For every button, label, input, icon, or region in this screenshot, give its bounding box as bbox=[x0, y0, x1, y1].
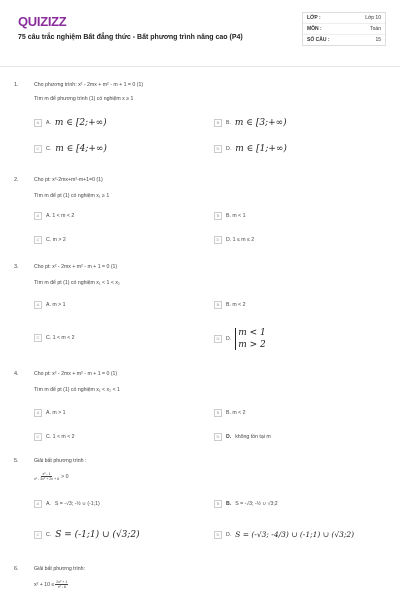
option-box[interactable]: D bbox=[214, 433, 222, 441]
option-b[interactable] bbox=[214, 118, 287, 128]
option-box[interactable]: B bbox=[214, 500, 222, 508]
option-c[interactable] bbox=[34, 236, 66, 244]
option-text: m ∈ [4;+∞) bbox=[55, 144, 107, 154]
option-text: S = -√3; -½ ∪ (-1;1) bbox=[54, 501, 100, 507]
fraction bbox=[34, 472, 59, 481]
meta-value: 15 bbox=[375, 37, 381, 43]
option-label: C. bbox=[46, 532, 52, 538]
option-d[interactable] bbox=[214, 530, 354, 539]
option-b[interactable] bbox=[214, 301, 245, 309]
option-system bbox=[235, 328, 266, 350]
option-box[interactable]: D bbox=[214, 531, 222, 539]
option-box[interactable]: A bbox=[34, 119, 42, 127]
system-line-1: m < 1 bbox=[238, 328, 266, 338]
option-text: A. 1 < m < 2 bbox=[46, 213, 75, 219]
option-box[interactable]: D bbox=[214, 145, 222, 153]
question-number: 2. bbox=[14, 177, 19, 183]
option-a[interactable] bbox=[34, 500, 100, 508]
question-subtext: Tìm m để phương trình (1) có nghiệm x ≥ 1 bbox=[34, 96, 134, 102]
inequality-left: x² + 10 ≤ bbox=[34, 581, 55, 588]
option-d[interactable] bbox=[214, 144, 287, 154]
page-title: 75 câu trắc nghiệm Bất đẳng thức - Bất phương trình nâng cao (P4) bbox=[18, 34, 243, 41]
option-box[interactable]: B bbox=[214, 119, 222, 127]
option-text: không tồn tại m bbox=[235, 434, 271, 440]
question-subtext: Tìm m để pt (1) có nghiệm x₁ < 1 < x₂ bbox=[34, 280, 120, 286]
question-stem: Giải bất phương trình: bbox=[34, 566, 85, 572]
fraction bbox=[55, 580, 68, 589]
option-box[interactable]: A bbox=[34, 301, 42, 309]
denominator: x² - 3x² + 2x + 8 bbox=[34, 477, 60, 481]
meta-row-class bbox=[303, 13, 385, 24]
question-number: 3. bbox=[14, 264, 19, 270]
option-a[interactable] bbox=[34, 118, 107, 128]
option-text: S = (-1;1) ∪ (√3;2) bbox=[55, 530, 140, 540]
option-text: S = (-√3; -4/3) ∪ (-1;1) ∪ (√3;2) bbox=[235, 530, 355, 539]
option-box[interactable]: B bbox=[214, 212, 222, 220]
header-divider bbox=[0, 66, 400, 67]
question-stem: Cho pt: x² - 2mx + m² - m + 1 = 0 (1) bbox=[34, 264, 118, 270]
option-text: C. m > 2 bbox=[46, 237, 66, 243]
option-d[interactable] bbox=[214, 433, 271, 441]
option-text: B. m < 2 bbox=[226, 302, 246, 308]
inequality bbox=[34, 580, 68, 589]
question-number: 6. bbox=[14, 566, 19, 572]
option-text: m ∈ [2;+∞) bbox=[54, 118, 107, 128]
denominator: x² - 8 bbox=[57, 585, 66, 589]
meta-box bbox=[302, 12, 386, 46]
option-text: D. 1 ≤ m ≤ 2 bbox=[226, 237, 255, 243]
option-box[interactable]: C bbox=[34, 334, 42, 342]
option-text: C. 1 < m < 2 bbox=[46, 434, 75, 440]
numerator: 2x² + 1 bbox=[56, 580, 68, 584]
meta-key: MÔN : bbox=[307, 26, 322, 32]
option-box[interactable]: C bbox=[34, 236, 42, 244]
option-box[interactable]: C bbox=[34, 433, 42, 441]
question-stem: Cho phương trình: x² - 2mx + m² - m + 1 = 0 (1) bbox=[34, 82, 144, 88]
option-c[interactable] bbox=[34, 530, 140, 540]
option-a[interactable] bbox=[34, 301, 65, 309]
bracket bbox=[235, 328, 236, 350]
option-box[interactable]: B bbox=[214, 301, 222, 309]
question-subtext: Tìm m để pt (1) có nghiệm x₁ < x₂ < 1 bbox=[34, 387, 120, 393]
option-text: A. m > 1 bbox=[46, 410, 66, 416]
option-c[interactable] bbox=[34, 334, 75, 342]
option-a[interactable] bbox=[34, 409, 65, 417]
option-box[interactable]: D bbox=[214, 335, 222, 343]
option-label: A. bbox=[46, 120, 51, 126]
option-box[interactable]: A bbox=[34, 409, 42, 417]
option-box[interactable]: D bbox=[214, 236, 222, 244]
option-text: B. m < 1 bbox=[226, 213, 246, 219]
option-c[interactable] bbox=[34, 144, 107, 154]
meta-key: LỚP : bbox=[307, 15, 321, 21]
system-lines bbox=[238, 328, 266, 350]
option-box[interactable]: A bbox=[34, 500, 42, 508]
option-label: B. bbox=[226, 120, 231, 126]
quizizz-logo: QUIZIZZ bbox=[18, 14, 67, 29]
question-stem: Cho pt: x²-2mx+m²-m+1=0 (1) bbox=[34, 177, 103, 183]
option-b[interactable] bbox=[214, 212, 245, 220]
inequality-rest: > 0 bbox=[61, 473, 69, 480]
option-label: A. bbox=[46, 501, 51, 507]
option-text: S = -√3; -½ ∪ √3;2 bbox=[235, 501, 278, 507]
option-c[interactable] bbox=[34, 433, 75, 441]
system-line-2: m > 2 bbox=[238, 340, 266, 350]
option-label: D. bbox=[226, 531, 232, 538]
question-subtext: Tìm m để pt (1) có nghiệm x₁ ≥ 1 bbox=[34, 193, 110, 199]
option-label: B. bbox=[226, 501, 232, 507]
option-box[interactable]: C bbox=[34, 145, 42, 153]
option-text: m ∈ [3;+∞) bbox=[234, 118, 287, 128]
inequality bbox=[34, 472, 69, 481]
option-a[interactable] bbox=[34, 212, 74, 220]
numerator: x² - 1 bbox=[42, 472, 51, 476]
question-number: 5. bbox=[14, 458, 19, 464]
option-label: D. bbox=[226, 336, 232, 342]
option-text: m ∈ [1;+∞) bbox=[235, 144, 287, 154]
option-box[interactable]: C bbox=[34, 531, 42, 539]
meta-value: Lớp 10 bbox=[365, 15, 381, 21]
option-d[interactable] bbox=[214, 328, 266, 350]
option-d[interactable] bbox=[214, 236, 254, 244]
option-label: D. bbox=[226, 146, 232, 152]
option-text: A. m > 1 bbox=[46, 302, 66, 308]
question-stem: Giải bất phương trình : bbox=[34, 458, 87, 464]
question-number: 4. bbox=[14, 371, 19, 377]
meta-row-count bbox=[303, 35, 385, 45]
question-number: 1. bbox=[14, 82, 19, 88]
question-stem: Cho pt: x² - 2mx + m² - m + 1 = 0 (1) bbox=[34, 371, 118, 377]
option-box[interactable]: A bbox=[34, 212, 42, 220]
meta-key: SỐ CÂU : bbox=[307, 37, 330, 43]
meta-row-subject bbox=[303, 24, 385, 35]
option-label: C. bbox=[46, 146, 52, 152]
option-label: D. bbox=[226, 434, 232, 440]
meta-value: Toán bbox=[370, 26, 381, 32]
option-text: B. m < 2 bbox=[226, 410, 246, 416]
option-b[interactable] bbox=[214, 500, 278, 508]
option-box[interactable]: B bbox=[214, 409, 222, 417]
option-text: C. 1 < m < 2 bbox=[46, 335, 75, 341]
option-b[interactable] bbox=[214, 409, 245, 417]
